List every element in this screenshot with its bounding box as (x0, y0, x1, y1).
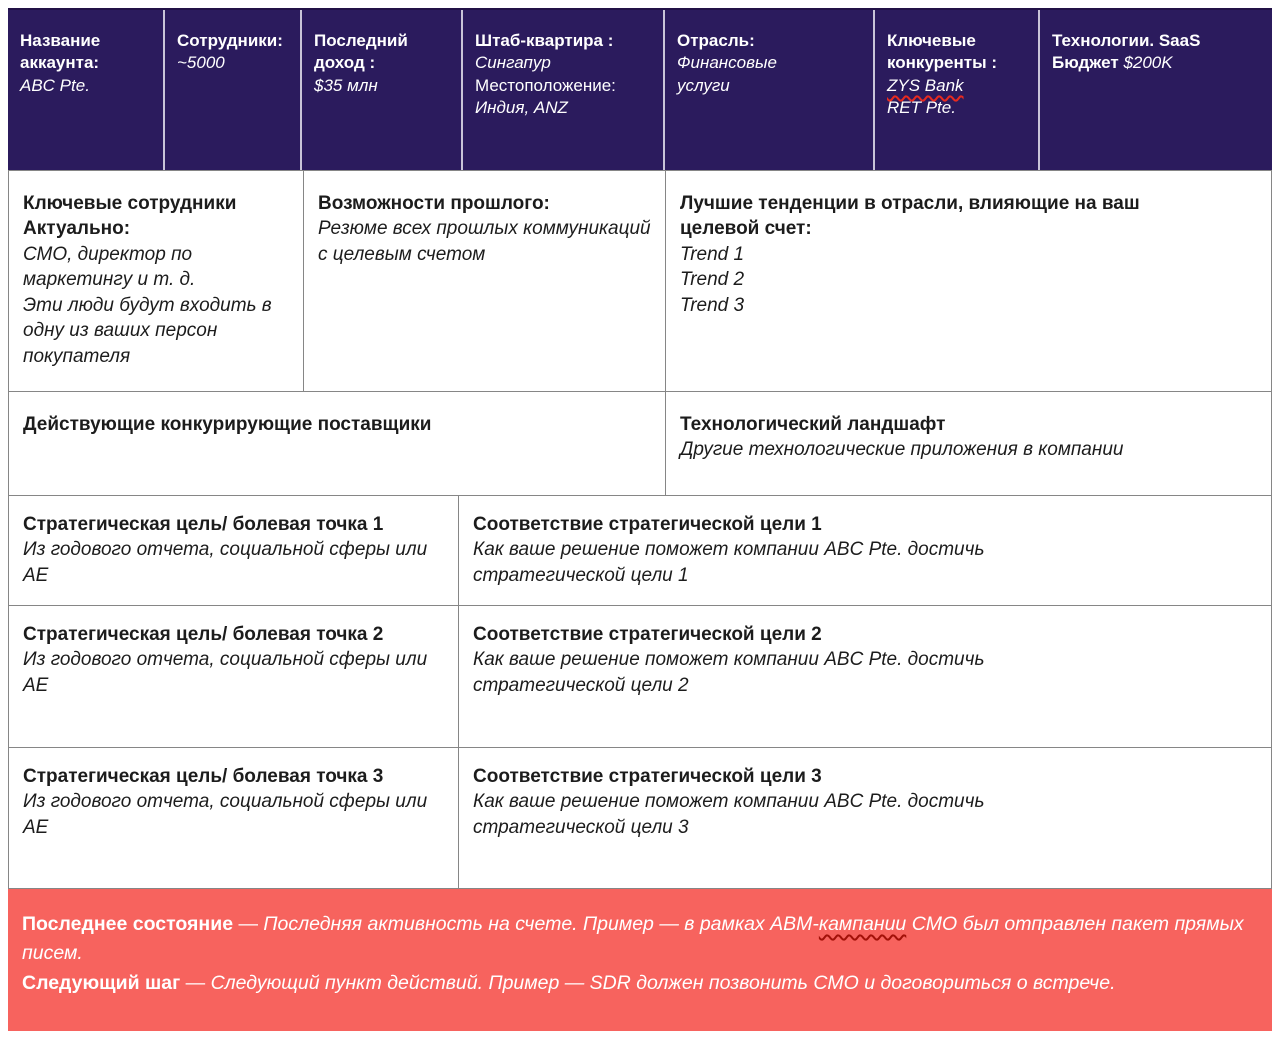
technologies-budget-value: $200K (1123, 53, 1173, 73)
next-step-line (22, 969, 1258, 998)
trend-item-3: Trend 3 (680, 294, 745, 316)
competing-vendors-heading: Действующие конкурирующие поставщики (23, 414, 432, 435)
revenue-value: $35 млн (314, 75, 378, 95)
goal-3-fit-body: Как ваше решение поможет компании ABC Pte. достичь стратегической цели 3 (473, 791, 985, 838)
revenue-label: Последний доход : (314, 31, 408, 73)
competitors-label: Ключевые конкуренты : (887, 31, 998, 73)
people-row (9, 171, 1271, 392)
employees-label: Сотрудники: (177, 31, 283, 50)
dash-separator-2: — (185, 971, 206, 994)
employees-value: ~5000 (177, 53, 225, 73)
key-employees-body-1: СМО, директор по маркетингу и т. д. (23, 243, 196, 291)
location-label: Местоположение: (475, 75, 616, 95)
industry-trends-cell (666, 171, 1271, 391)
header-cell-industry (665, 10, 875, 170)
goal-3-fit-heading: Соответствие стратегической цели 3 (473, 766, 822, 787)
flagged-word: кампании (818, 913, 907, 935)
goal-3-fit-cell (459, 748, 1271, 888)
past-opportunities-body: Резюме всех прошлых коммуникаций с целевым счетом (318, 218, 651, 265)
goal-1-fit-cell (459, 496, 1271, 605)
next-step-text: Следующий пункт действий. Пример — SDR должен позвонить CMO и договориться о встрече. (210, 971, 1116, 994)
key-employees-cell (9, 171, 304, 391)
header-cell-technologies (1040, 10, 1272, 170)
goal-3-heading: Стратегическая цель/ болевая точка 3 (23, 766, 384, 787)
goal-2-body: Из годового отчета, социальной сферы или AE (23, 649, 428, 696)
dash-separator: — (238, 913, 258, 935)
tech-landscape-body: Другие технологические приложения в компании (680, 439, 1124, 461)
location-line (475, 75, 651, 120)
header-cell-headquarters (463, 10, 665, 170)
technologies-label: Технологии. SaaS Бюджет (1052, 31, 1201, 73)
body-grid (8, 170, 1272, 889)
goal-1-body: Из годового отчета, социальной сферы или AE (23, 539, 428, 586)
goal-2-fit-body: Как ваше решение поможет компании ABC Pte. достичь стратегической цели 2 (473, 649, 985, 696)
goal-2-heading: Стратегическая цель/ болевая точка 2 (23, 624, 384, 645)
industry-value: Финансовые услуги (677, 53, 777, 95)
competitor-2: RET Pte. (887, 98, 956, 118)
location-value: Индия, ANZ (475, 98, 568, 118)
goal-1-fit-body: Как ваше решение поможет компании ABC Pte. достичь стратегической цели 1 (473, 539, 985, 586)
last-status-text-post: CMO был отправлен пакет прямых писем. (22, 913, 1244, 965)
headquarters-value: Сингапур (475, 53, 551, 73)
trend-item-2: Trend 2 (680, 269, 745, 291)
goal-2-fit-cell (459, 606, 1271, 747)
key-employees-heading: Ключевые сотрудники Актуально: (23, 193, 237, 240)
account-name-value: ABC Pte. (20, 75, 90, 95)
last-status-line (22, 910, 1258, 969)
trend-item-1: Trend 1 (680, 243, 745, 265)
headquarters-line (475, 30, 651, 75)
goal-3-cell (9, 748, 459, 888)
goal-3-body: Из годового отчета, социальной сферы или AE (23, 791, 428, 838)
headquarters-label: Штаб-квартира : (475, 31, 614, 50)
competitor-1: ZYS Bank (887, 75, 964, 95)
header-cell-account-name (8, 10, 165, 170)
goal-1-heading: Стратегическая цель/ болевая точка 1 (23, 514, 384, 535)
goal-1-fit-heading: Соответствие стратегической цели 1 (473, 514, 822, 535)
header-row (8, 8, 1272, 170)
competing-vendors-cell (9, 392, 666, 495)
tech-landscape-cell (666, 392, 1271, 495)
vendors-row (9, 392, 1271, 496)
past-opportunities-heading: Возможности прошлого: (318, 193, 550, 214)
goal-2-fit-heading: Соответствие стратегической цели 2 (473, 624, 822, 645)
status-footer (8, 889, 1272, 1031)
next-step-label: Следующий шаг (22, 971, 181, 994)
industry-trends-heading: Лучшие тенденции в отрасли, влияющие на ваш целевой счет: (680, 193, 1140, 240)
goal-row-3 (9, 748, 1271, 888)
past-opportunities-cell (304, 171, 666, 391)
industry-label: Отрасль: (677, 31, 755, 50)
goal-row-1 (9, 496, 1271, 606)
header-cell-employees (165, 10, 302, 170)
goal-1-cell (9, 496, 459, 605)
account-plan-table (8, 8, 1272, 1031)
goal-row-2 (9, 606, 1271, 748)
header-cell-revenue (302, 10, 463, 170)
key-employees-body-2: Эти люди будут входить в одну из ваших персон покупателя (23, 294, 272, 367)
account-name-label: Название аккаунта: (20, 31, 101, 73)
goal-2-cell (9, 606, 459, 747)
last-status-label: Последнее состояние (22, 913, 234, 935)
tech-landscape-heading: Технологический ландшафт (680, 414, 946, 435)
last-status-text-pre: Последняя активность на счете. Пример — в рамках ABM- (263, 913, 819, 935)
header-cell-competitors (875, 10, 1040, 170)
